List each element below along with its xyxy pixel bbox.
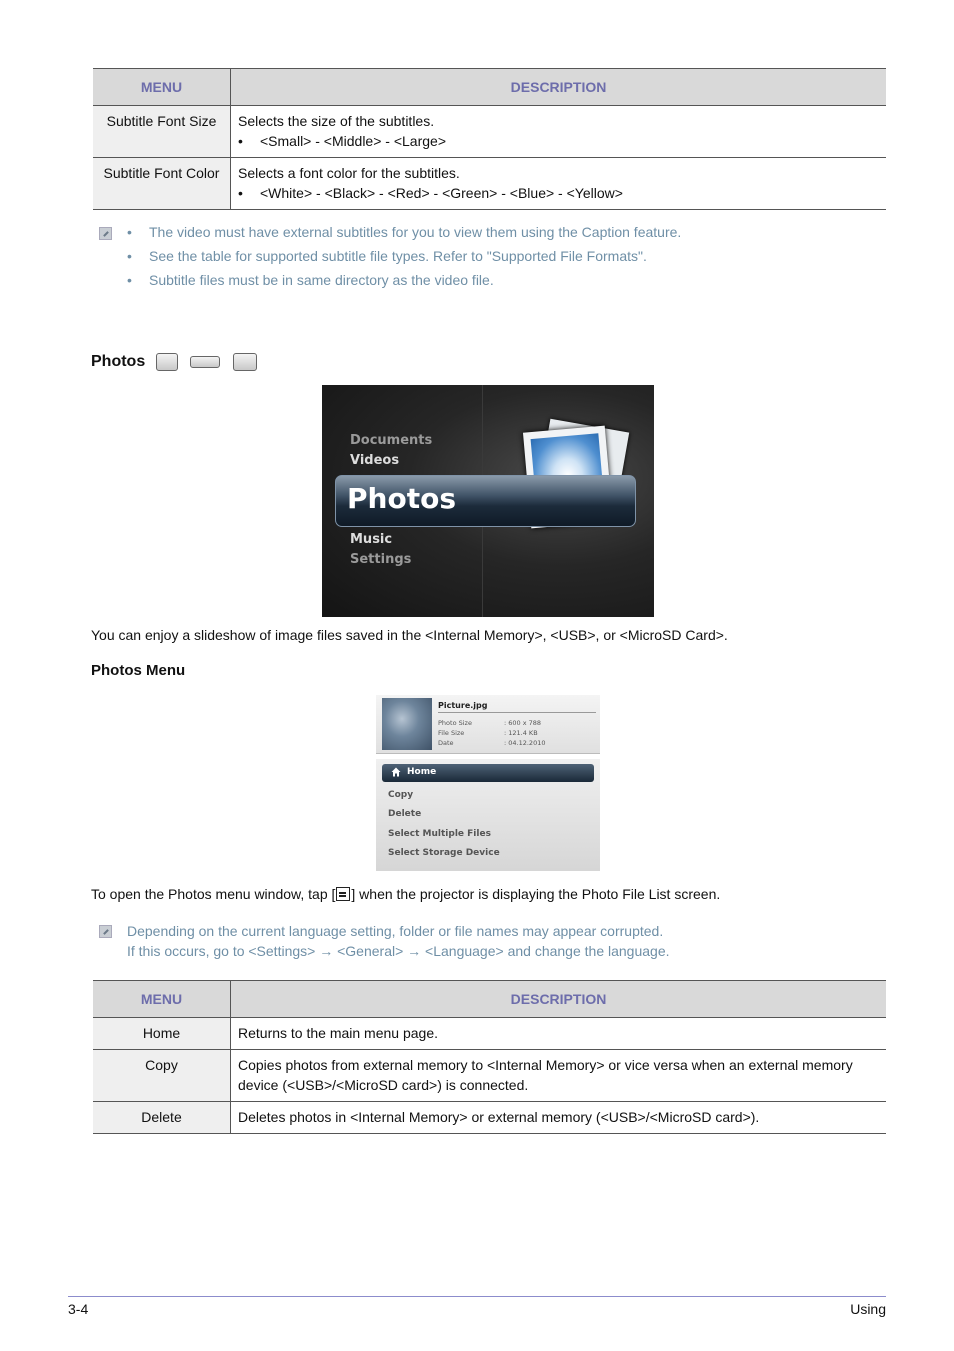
menu-item-delete: Delete — [388, 809, 422, 819]
option-list: • <Small> - <Middle> - <Large> — [238, 131, 879, 151]
note-item: • The video must have external subtitles for you to view them using the Caption feature. — [127, 220, 681, 244]
menu-item-photos-selected — [335, 475, 636, 527]
note-line: If this occurs, go to <Settings> → <General> → <Language> and change the language. — [127, 943, 670, 959]
subtitle-notes — [127, 220, 681, 292]
section-name: Using — [850, 1301, 886, 1317]
photos-heading — [91, 353, 257, 371]
table-row — [93, 158, 886, 210]
file-name: Picture.jpg — [438, 701, 488, 710]
photos-menu-heading: Photos Menu — [91, 662, 186, 679]
photos-menu-table — [93, 980, 886, 1134]
info-row: File Size : 121.4 KB — [438, 729, 538, 737]
file-info-panel — [376, 695, 600, 754]
table-row — [93, 1050, 886, 1102]
footer-rule — [68, 1296, 886, 1297]
menu-cell: Home — [93, 1018, 231, 1050]
table-row — [93, 1018, 886, 1050]
description-cell: Copies photos from external memory to <Internal Memory> or vice versa when an external memory device (<USB>/<MicroSD card>) is connected. — [231, 1050, 887, 1102]
menu-column-header: MENU — [93, 981, 231, 1018]
subtitle-settings-table — [93, 68, 886, 210]
photos-menu-screenshot — [376, 695, 600, 871]
menu-item-videos: Videos — [350, 453, 400, 468]
menu-button-icon — [336, 887, 350, 901]
main-menu-screenshot — [322, 385, 654, 617]
photos-intro: You can enjoy a slideshow of image files saved in the <Internal Memory>, <USB>, or <MicroSD Card>. — [91, 627, 728, 643]
photo-thumbnail — [382, 698, 432, 750]
menu-item-home: Home — [382, 764, 594, 782]
menu-cell: Subtitle Font Color — [93, 158, 231, 210]
menu-column-header: MENU — [93, 69, 231, 106]
photos-heading-text: Photos — [91, 353, 146, 371]
description-text: Selects the size of the subtitles. — [238, 113, 435, 129]
menu-cell: Copy — [93, 1050, 231, 1102]
info-row: Photo Size : 600 x 788 — [438, 719, 542, 727]
description-cell: Deletes photos in <Internal Memory> or external memory (<USB>/<MicroSD card>). — [231, 1102, 887, 1134]
sd-card-icon — [233, 353, 257, 371]
open-menu-instruction: To open the Photos menu window, tap [ ] when the projector is displaying the Photo File List screen. — [91, 886, 721, 902]
table-row — [93, 1102, 886, 1134]
description-cell — [231, 158, 887, 210]
home-icon — [391, 767, 401, 777]
description-column-header: DESCRIPTION — [231, 981, 887, 1018]
table-header-row — [93, 69, 886, 106]
note-item: • See the table for supported subtitle file types. Refer to "Supported File Formats". — [127, 244, 681, 268]
table-row — [93, 106, 886, 158]
table-header-row — [93, 981, 886, 1018]
description-column-header: DESCRIPTION — [231, 69, 887, 106]
note-item: • Subtitle files must be in same directory as the video file. — [127, 268, 681, 292]
internal-memory-icon — [156, 353, 178, 371]
page-number: 3-4 — [68, 1301, 89, 1317]
menu-item-settings: Settings — [350, 552, 412, 567]
menu-cell: Delete — [93, 1102, 231, 1134]
description-cell: Returns to the main menu page. — [231, 1018, 887, 1050]
option-list: • <White> - <Black> - <Red> - <Green> - <Blue> - <Yellow> — [238, 183, 879, 203]
language-note — [127, 921, 670, 961]
menu-item-select-multiple: Select Multiple Files — [388, 829, 491, 839]
selected-label: Photos — [347, 482, 456, 515]
note-icon — [99, 925, 112, 938]
menu-cell: Subtitle Font Size — [93, 106, 231, 158]
note-icon — [99, 227, 112, 240]
description-text: Selects a font color for the subtitles. — [238, 165, 460, 181]
menu-item-documents: Documents — [350, 433, 433, 448]
usb-icon — [190, 356, 220, 368]
menu-item-select-storage: Select Storage Device — [388, 848, 500, 858]
photos-menu-list — [376, 759, 600, 871]
menu-item-music: Music — [350, 532, 393, 547]
note-line: Depending on the current language setting, folder or file names may appear corrupted. — [127, 923, 664, 939]
info-row: Date : 04.12.2010 — [438, 739, 546, 747]
menu-item-copy: Copy — [388, 790, 414, 800]
description-cell — [231, 106, 887, 158]
